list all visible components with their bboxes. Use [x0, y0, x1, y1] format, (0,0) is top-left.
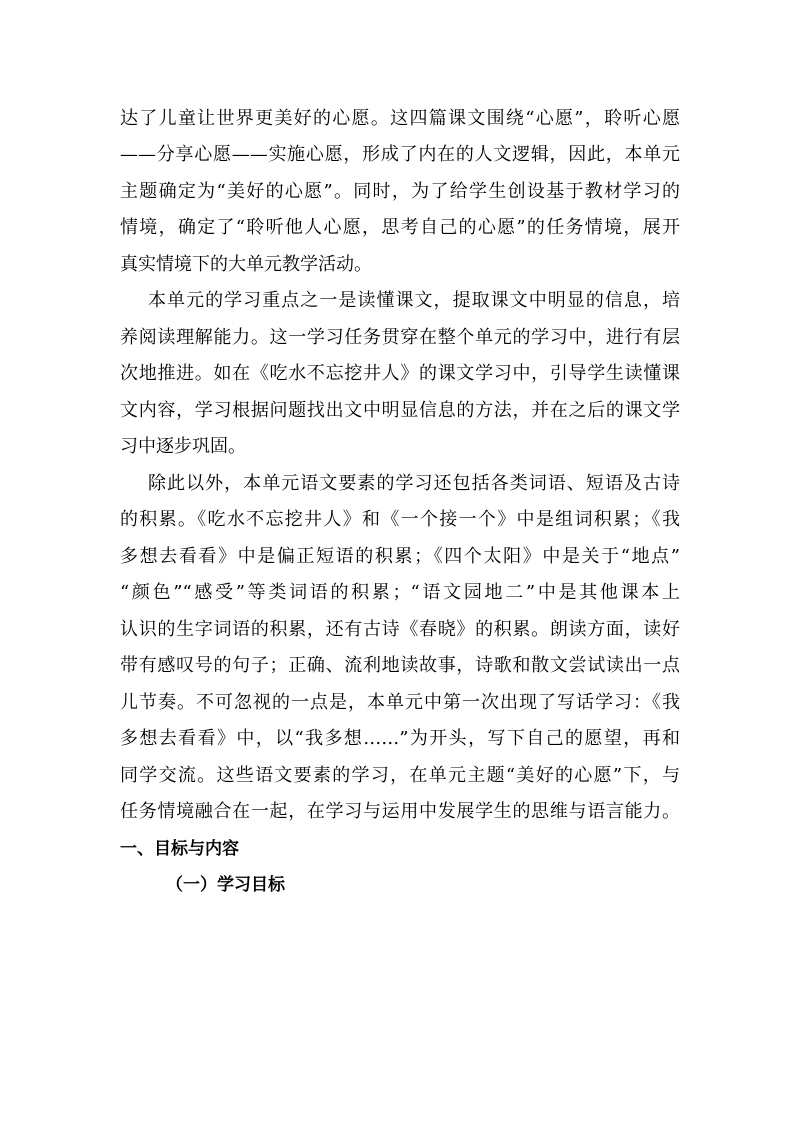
paragraph-3-line-10: 任务情境融合在一起，在学习与运用中发展学生的思维与语言能力。 [120, 801, 680, 822]
paragraph-3-line-9: 同学交流。这些语文要素的学习，在单元主题“美好的心愿”下，与 [120, 765, 680, 786]
paragraph-3-line-1: 除此以外，本单元语文要素的学习还包括各类词语、短语及古诗 [148, 473, 680, 494]
paragraph-2-line-2: 养阅读理解能力。这一学习任务贯穿在整个单元的学习中，进行有层 [120, 327, 680, 348]
paragraph-2-line-4: 文内容，学习根据问题找出文中明显信息的方法，并在之后的课文学 [120, 400, 680, 421]
paragraph-3-line-6: 带有感叹号的句子；正确、流利地读故事，诗歌和散文尝试读出一点 [120, 655, 680, 676]
paragraph-2-line-1: 本单元的学习重点之一是读懂课文，提取课文中明显的信息，培 [148, 290, 680, 311]
paragraph-3-line-7: 儿节奏。不可忽视的一点是，本单元中第一次出现了写话学习：《我 [120, 692, 680, 713]
paragraph-3-line-5: 认识的生字词语的积累，还有古诗《春晓》的积累。朗读方面，读好 [120, 619, 680, 640]
paragraph-2-line-3: 次地推进。如在《吃水不忘挖井人》的课文学习中，引导学生读懂课 [120, 363, 680, 384]
paragraph-3-line-4: “颜色”“感受”等类词语的积累；“语文园地二”中是其他课本上 [120, 582, 680, 603]
paragraph-1-line-2: ——分享心愿——实施心愿，形成了内在的人文逻辑，因此，本单元 [120, 144, 680, 165]
subsection-heading: （一）学习目标 [166, 875, 285, 895]
paragraph-1-line-1: 达了儿童让世界更美好的心愿。这四篇课文围绕“心愿”，聆听心愿 [120, 108, 680, 129]
paragraph-3-line-2: 的积累。《吃水不忘挖井人》和《一个接一个》中是组词积累；《我 [120, 509, 680, 530]
section-heading: 一、目标与内容 [120, 839, 239, 859]
paragraph-1-line-4: 情境，确定了“聆听他人心愿，思考自己的心愿”的任务情境，展开 [120, 217, 680, 238]
paragraph-2-line-5: 习中逐步巩固。 [120, 436, 246, 457]
paragraph-3-line-8: 多想去看看》中，以“我多想……”为开头，写下自己的愿望，再和 [120, 728, 680, 749]
paragraph-1-line-5: 真实情境下的大单元教学活动。 [120, 254, 372, 275]
paragraph-1-line-3: 主题确定为“美好的心愿”。同时，为了给学生创设基于教材学习的 [120, 181, 680, 202]
paragraph-3-line-3: 多想去看看》中是偏正短语的积累；《四个太阳》中是关于“地点” [120, 546, 680, 567]
